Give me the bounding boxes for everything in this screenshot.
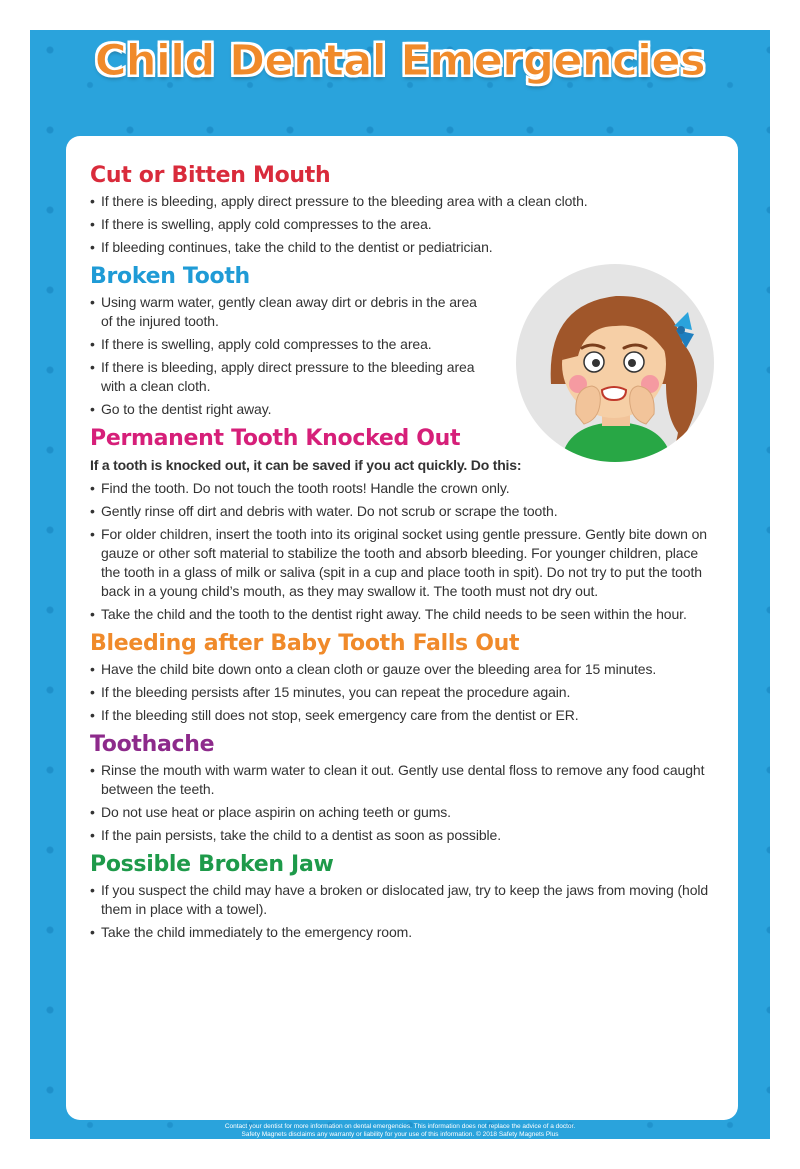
list-item: • If there is swelling, apply cold compresses to the area.: [90, 215, 720, 234]
section-toothache: [90, 731, 720, 845]
disclaimer-line: Safety Magnets disclaims any warranty or liability for your use of this information. © 2018 Safety Magnets Plus: [241, 1131, 559, 1138]
list-item: • If you suspect the child may have a broken or dislocated jaw, try to keep the jaws from moving (hold them in place with a towel).: [90, 881, 720, 919]
list-item: • Take the child and the tooth to the dentist right away. The child needs to be seen within the hour.: [90, 605, 720, 624]
list-item: • Gently rinse off dirt and debris with water. Do not scrub or scrape the tooth.: [90, 502, 720, 521]
disclaimer-line: Contact your dentist for more information on dental emergencies. This information does not replace the advice of a doctor.: [224, 1123, 576, 1130]
section-cut-or-bitten-mouth: [90, 162, 720, 257]
poster-background: [30, 30, 770, 1139]
list-item: • If there is bleeding, apply direct pressure to the bleeding area with a clean cloth.: [90, 358, 480, 396]
content-card: [66, 136, 738, 1120]
section-heading: Toothache: [90, 732, 215, 757]
item-list: [90, 881, 720, 942]
list-item: • If bleeding continues, take the child to the dentist or pediatrician.: [90, 238, 720, 257]
list-item: • If the bleeding persists after 15 minutes, you can repeat the procedure again.: [90, 683, 720, 702]
list-item: • Do not use heat or place aspirin on aching teeth or gums.: [90, 803, 720, 822]
item-list: [90, 293, 480, 419]
list-item: • For older children, insert the tooth into its original socket using gentle pressure. Gently bite down on gauze or other soft material to stabilize the tooth and absorb bleeding. For younger children, place the tooth in a glass of milk or saliva (spit in a cup and place tooth in spit). Do not try to put the tooth back in a young child’s mouth, as they may swallow it. The tooth must not dry out.: [90, 525, 720, 601]
list-item: • If the bleeding still does not stop, seek emergency care from the dentist or ER.: [90, 706, 720, 725]
section-heading: Possible Broken Jaw: [90, 852, 334, 877]
list-item: • Rinse the mouth with warm water to clean it out. Gently use dental floss to remove any food caught between the teeth.: [90, 761, 720, 799]
disclaimer-footer: [30, 1123, 770, 1139]
section-heading: Permanent Tooth Knocked Out: [90, 426, 461, 451]
section-heading: Broken Tooth: [90, 264, 250, 289]
list-item: • If there is swelling, apply cold compresses to the area.: [90, 335, 480, 354]
list-item: • If there is bleeding, apply direct pressure to the bleeding area with a clean cloth.: [90, 192, 720, 211]
list-item: • If the pain persists, take the child to a dentist as soon as possible.: [90, 826, 720, 845]
section-heading: Cut or Bitten Mouth: [90, 163, 331, 188]
section-bleeding-after-baby-tooth: [90, 630, 720, 725]
list-item: • Using warm water, gently clean away dirt or debris in the area of the injured tooth.: [90, 293, 480, 331]
girl-face-icon: [516, 264, 714, 462]
section-possible-broken-jaw: [90, 851, 720, 942]
list-item: • Have the child bite down onto a clean cloth or gauze over the bleeding area for 15 minutes.: [90, 660, 720, 679]
item-list: [90, 192, 720, 257]
item-list: [90, 479, 720, 624]
item-list: [90, 660, 720, 725]
section-heading: Bleeding after Baby Tooth Falls Out: [90, 631, 520, 656]
girl-toothache-illustration: [516, 264, 714, 462]
list-item: • Take the child immediately to the emergency room.: [90, 923, 720, 942]
section-lead: If a tooth is knocked out, it can be saved if you act quickly. Do this:: [90, 457, 522, 473]
page-title: Child Dental Emergencies: [94, 36, 706, 86]
item-list: [90, 761, 720, 845]
list-item: • Find the tooth. Do not touch the tooth roots! Handle the crown only.: [90, 479, 720, 498]
list-item: • Go to the dentist right away.: [90, 400, 480, 419]
